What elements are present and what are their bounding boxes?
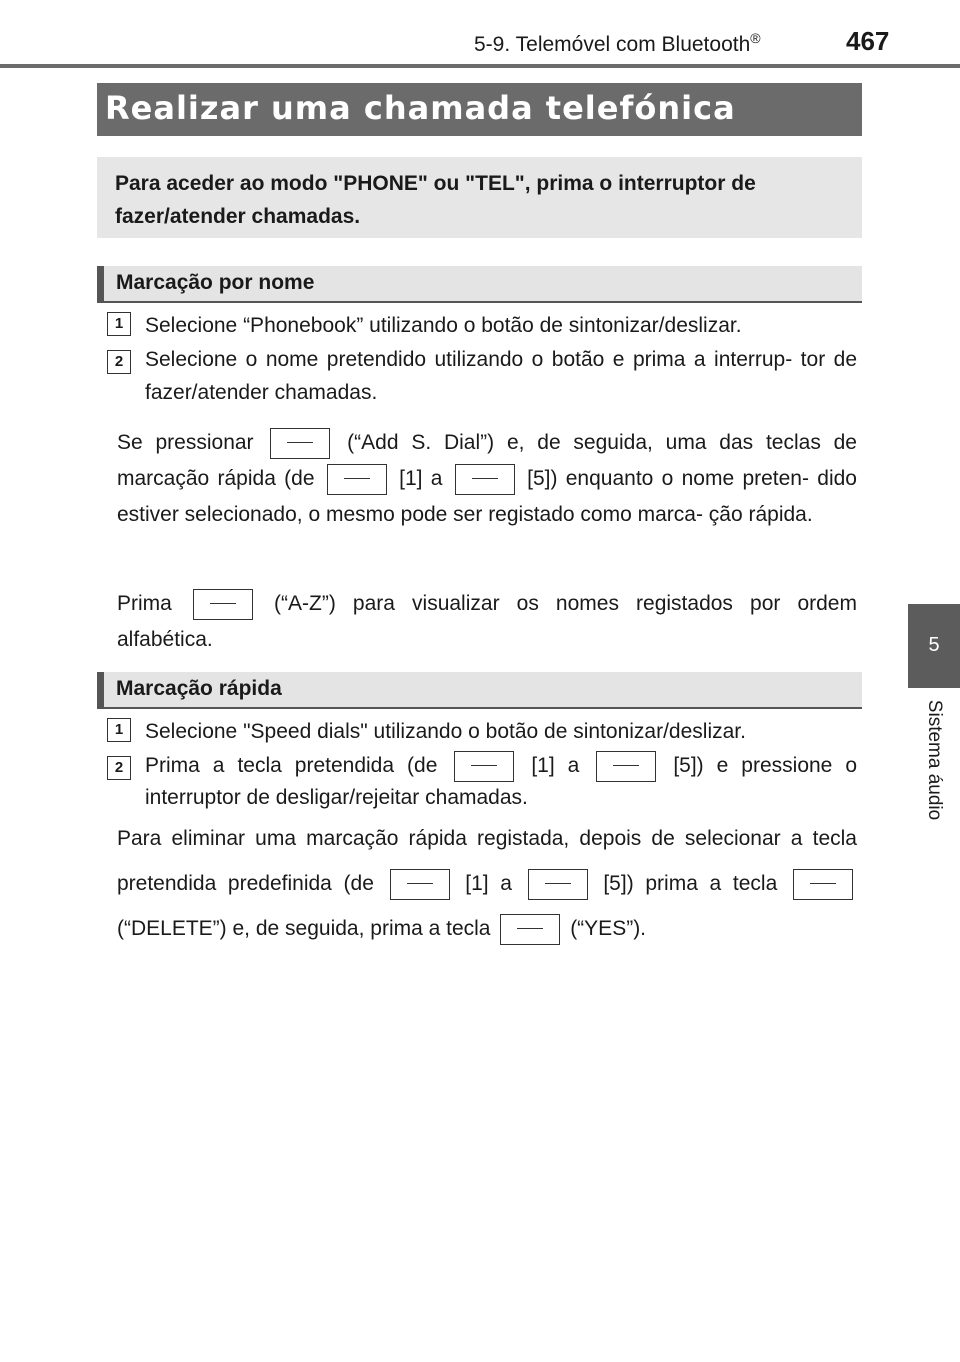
- speed-dial-1-key-icon: [390, 869, 450, 900]
- chapter-label: Sistema áudio: [924, 699, 945, 821]
- step-text: Selecione "Speed dials" utilizando o botão de sintonizar/deslizar.: [145, 720, 746, 743]
- a-z-key-icon: [193, 589, 253, 620]
- step-text: Selecione “Phonebook” utilizando o botão de sintonizar/deslizar.: [145, 314, 742, 337]
- delete-key-icon: [793, 869, 853, 900]
- subheading-speed-dial: [97, 672, 862, 709]
- paragraph-a-z: Prima (“A-Z”) para visualizar os nomes registados por ordem alfabética.: [117, 586, 857, 658]
- speed-dial-5-key-icon: [455, 464, 515, 495]
- add-speed-dial-key-icon: [270, 428, 330, 459]
- paragraph-delete-speed-dial: Para eliminar uma marcação rápida registada, depois de selecionar a tecla pretendida predefinida (de [1] a [5]) prima a tecla (“DELETE”) e, de seguida, prima a tecla (“YES”).: [117, 816, 857, 951]
- paragraph-add-speed-dial: Se pressionar (“Add S. Dial”) e, de seguida, uma das teclas de marcação rápida (de [1] a [5]) enquanto o nome preten- dido estiver selecionado, o mesmo pode ser registado como marca- ção rápida.: [117, 425, 857, 533]
- subheading-text: Marcação rápida: [116, 677, 282, 700]
- subheading-text: Marcação por nome: [116, 271, 315, 294]
- chapter-tab: [908, 604, 960, 688]
- step-text: Selecione o nome pretendido utilizando o botão e prima a interrup- tor de fazer/atender chamadas.: [145, 348, 857, 404]
- step-number: 2: [107, 756, 131, 780]
- step-text: Prima a tecla pretendida (de [1] a [5]) e pressione o interruptor de desligar/rejeitar chamadas.: [145, 750, 857, 814]
- subheading-bar: [97, 672, 104, 707]
- speed-dial-5-key-icon: [596, 751, 656, 782]
- speed-dial-5-key-icon: [528, 869, 588, 900]
- intro-box: [97, 157, 862, 238]
- step-number: 2: [107, 350, 131, 374]
- section-title: 5-9. Telemóvel com Bluetooth®: [474, 30, 761, 56]
- step-number: 1: [107, 718, 131, 742]
- yes-key-icon: [500, 914, 560, 945]
- page-title-band: [97, 83, 862, 136]
- subheading-dial-by-name: [97, 266, 862, 303]
- speed-dial-1-key-icon: [327, 464, 387, 495]
- subheading-bar: [97, 266, 104, 301]
- header-divider: [0, 64, 960, 68]
- step-number: 1: [107, 312, 131, 336]
- speed-dial-1-key-icon: [454, 751, 514, 782]
- page-number: 467: [846, 26, 890, 56]
- chapter-number: 5: [928, 634, 940, 656]
- page-title: Realizar uma chamada telefónica: [105, 89, 736, 127]
- intro-text: Para aceder ao modo "PHONE" ou "TEL", prima o interruptor de fazer/atender chamadas.: [115, 172, 756, 228]
